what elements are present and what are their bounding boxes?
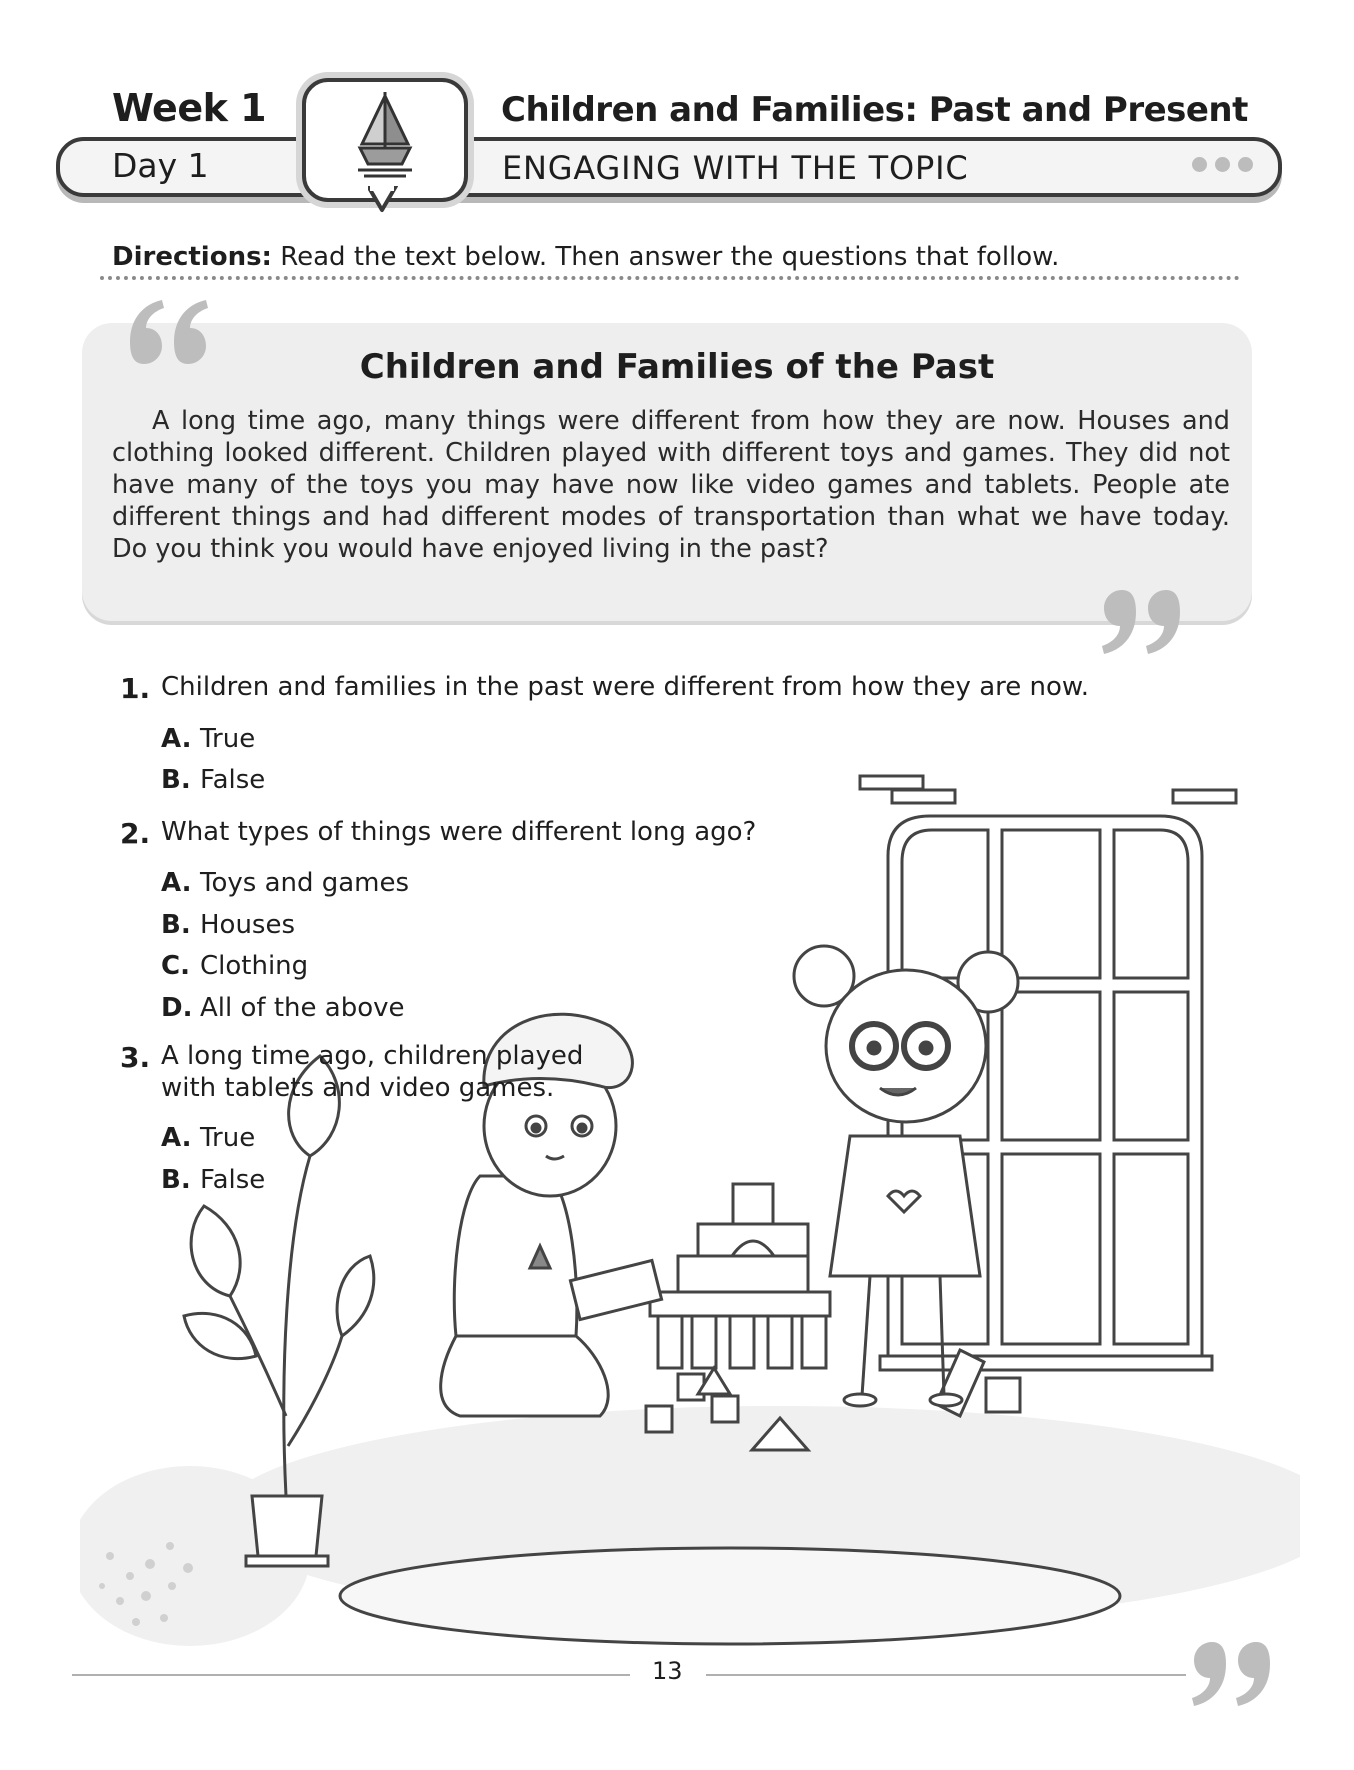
option-letter[interactable]: B. [161, 1165, 191, 1195]
dot-icon [1215, 157, 1230, 172]
directions [112, 242, 1059, 272]
option-text[interactable]: False [200, 1165, 266, 1195]
option-text[interactable]: False [200, 765, 266, 795]
option-letter[interactable]: B. [161, 910, 191, 940]
option-letter[interactable]: A. [161, 868, 192, 898]
page-number: 13 [652, 1657, 683, 1685]
question-number: 3. [120, 1041, 151, 1074]
question-text: Children and families in the past were different from how they are now. [161, 672, 1090, 702]
option-text[interactable]: True [200, 1123, 256, 1153]
question-text-line1: A long time ago, children played [161, 1041, 584, 1071]
close-quote-icon [1096, 588, 1188, 658]
directions-text: Read the text below. Then answer the questions that follow. [271, 242, 1060, 272]
option-letter[interactable]: D. [161, 993, 193, 1023]
dot-icon [1192, 157, 1207, 172]
passage-body: A long time ago, many things were different from how they are now. Houses and clothing looked different. Children played with different toys and games. They did not have many of the toys you may have now like video games and tablets. People ate different things and had different modes of transportation than what we have today. Do you think you would have enjoyed living in the past? [112, 406, 1230, 564]
footer-line-left [72, 1674, 630, 1676]
logo-badge [302, 78, 468, 202]
week-label: Week 1 [112, 86, 267, 130]
question-number: 1. [120, 672, 151, 705]
close-quote-icon [1186, 1640, 1278, 1710]
speech-tail-icon [368, 186, 398, 214]
dotted-divider [100, 276, 1240, 280]
sailboat-icon [306, 82, 464, 198]
day-label: Day 1 [112, 146, 209, 185]
header-dots [1192, 157, 1253, 172]
option-letter[interactable]: B. [161, 765, 191, 795]
passage-title: Children and Families of the Past [359, 347, 995, 387]
unit-title: Children and Families: Past and Present [501, 90, 1248, 130]
section-subtitle: ENGAGING WITH THE TOPIC [502, 149, 969, 187]
question-text-line2: with tablets and video games. [161, 1073, 555, 1103]
option-text[interactable]: True [200, 724, 256, 754]
option-text[interactable]: All of the above [200, 993, 405, 1023]
option-text[interactable]: Houses [200, 910, 296, 940]
footer-line-right [706, 1674, 1186, 1676]
option-letter[interactable]: C. [161, 951, 190, 981]
option-text[interactable]: Toys and games [200, 868, 410, 898]
directions-label: Directions: [112, 242, 272, 272]
option-text[interactable]: Clothing [200, 951, 309, 981]
option-letter[interactable]: A. [161, 1123, 192, 1153]
option-letter[interactable]: A. [161, 724, 192, 754]
question-text: What types of things were different long ago? [161, 817, 757, 847]
dot-icon [1238, 157, 1253, 172]
question-number: 2. [120, 817, 151, 850]
